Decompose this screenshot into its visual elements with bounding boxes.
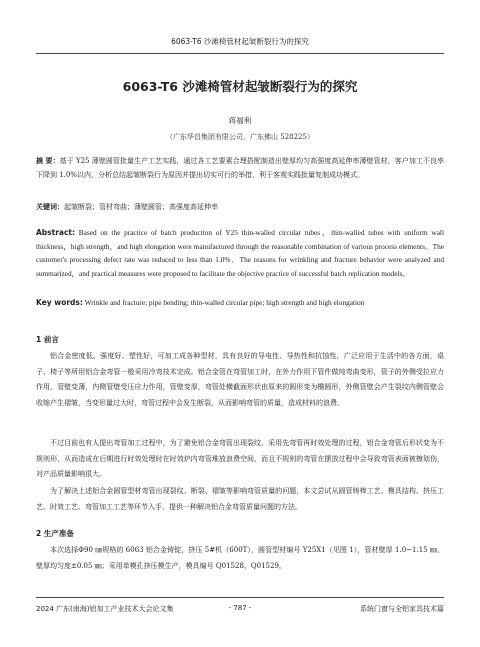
header-rule — [36, 53, 444, 54]
footer-rule — [36, 597, 444, 598]
footer-section: 系统门窗与全铝家具技术篇 — [360, 605, 444, 613]
abstract-cn — [36, 155, 444, 182]
page-number: - 787 - — [228, 604, 252, 612]
author-name: 蒋福利 — [228, 116, 252, 125]
section-heading-preparation: 2 生产准备 — [36, 529, 74, 538]
abstract-cn-label: 摘 要： — [36, 157, 60, 165]
footer-proceedings: 2024 广东(南海)铝加工产业技术大会论文集 — [36, 605, 174, 613]
body-paragraph: 不过目前也有人提出弯管加工过程中，为了避免铝合金弯管出现裂纹，采用先弯管再时效处理的过程，铝合金弯管后形状变为不规则形，从而造成在后期进行时效处理时在时效炉内弯管堆放浪费空间，而且不规则的弯管在摆放过程中会导致弯管表面被擦划伤，对产品质量影响很大。 — [36, 439, 444, 478]
keywords-cn-text: 起皱断裂；管材弯曲；薄壁圆管；高强度高延伸率 — [64, 203, 218, 211]
abstract-en-label: Abstract: — [36, 228, 76, 237]
body-paragraph: 为了解决上述铝合金圆管型材弯管出现裂纹、断裂、褶皱等影响弯管质量的问题，本文尝试从圆管铸棒工艺、模具结构、挤压工艺、时效工艺、弯管加工工艺等环节入手，提供一种解决铝合金弯管质量问题的方法。 — [36, 487, 444, 511]
paper-title: 6063-T6 沙滩椅管材起皱断裂行为的探究 — [122, 79, 358, 94]
body-paragraph: 铝合金密度低、强度好、塑性好，可加工成各种型材，具有良好的导电性、导热性和抗蚀性，广泛应用于生活中的各方面，桌子、椅子等所用铝合金弯管一般采用冷弯技术完成。铝合金管在弯管加工时，在外力作用下管件做纯弯曲变形，管子的外侧受拉应力作用，管壁变薄，内侧管壁受压应力作用，管壁变厚，弯管处横截面形状由原来的圆形变为椭圆形，外侧管壁会产生裂纹内侧管壁会收缩产生褶皱，当变形量过大时，弯管过程中会发生断裂，从而影响弯管的质量，造成材料的浪费。 — [36, 352, 444, 407]
keywords-cn-label: 关键词： — [36, 203, 64, 211]
abstract-en — [36, 226, 444, 280]
keywords-cn — [36, 201, 444, 215]
running-header: 6063-T6 沙滩椅管材起皱断裂行为的探究 — [171, 37, 309, 46]
author-affiliation: （广东华昌集团有限公司，广东佛山 528225） — [166, 133, 314, 141]
keywords-en-text: Wrinkle and fracture; pipe bending; thin-walled circular pipe; high strength and high elongation — [84, 298, 365, 307]
abstract-cn-text: 基于 Y25 薄壁圆管批量生产工艺实践，通过各工艺要素合理搭配制造出壁厚均匀高强度高延伸率薄壁管材，客户加工不良率下降到 1.0%以内，分析总结起皱断裂行为原因并提出切实可行的举措，利于客观实践批量复制成功模式。 — [36, 157, 444, 179]
keywords-en — [36, 296, 444, 310]
body-paragraph: 本次选择Φ90 ㎜规格的 6063 铝合金铸锭，挤压 5#机（600T），圆管型材编号 Y25X1（见图 1），管材壁厚 1.0~1.15 ㎜，壁厚均匀度±0.05 ㎜；采用单模孔挤压模生产，模具编号 Q01528、Q01529。 — [36, 546, 444, 570]
section-heading-introduction: 1 前言 — [36, 335, 59, 344]
keywords-en-label: Key words: — [36, 298, 83, 307]
abstract-en-text: Based on the practice of batch production of Y25 thin-walled circular tubes，thin-walled tubes with uniform wall thickness，high strength，and high elongation were manufactured through the reasonable combination of various process elements。The customer's processing defect rate was reduced to less than 1.0%．The reasons for wrinkling and fracture behavior were analyzed and summarized，and practical measures were proposed to facilitate the objective practice of successful batch replication models。 — [36, 228, 444, 278]
